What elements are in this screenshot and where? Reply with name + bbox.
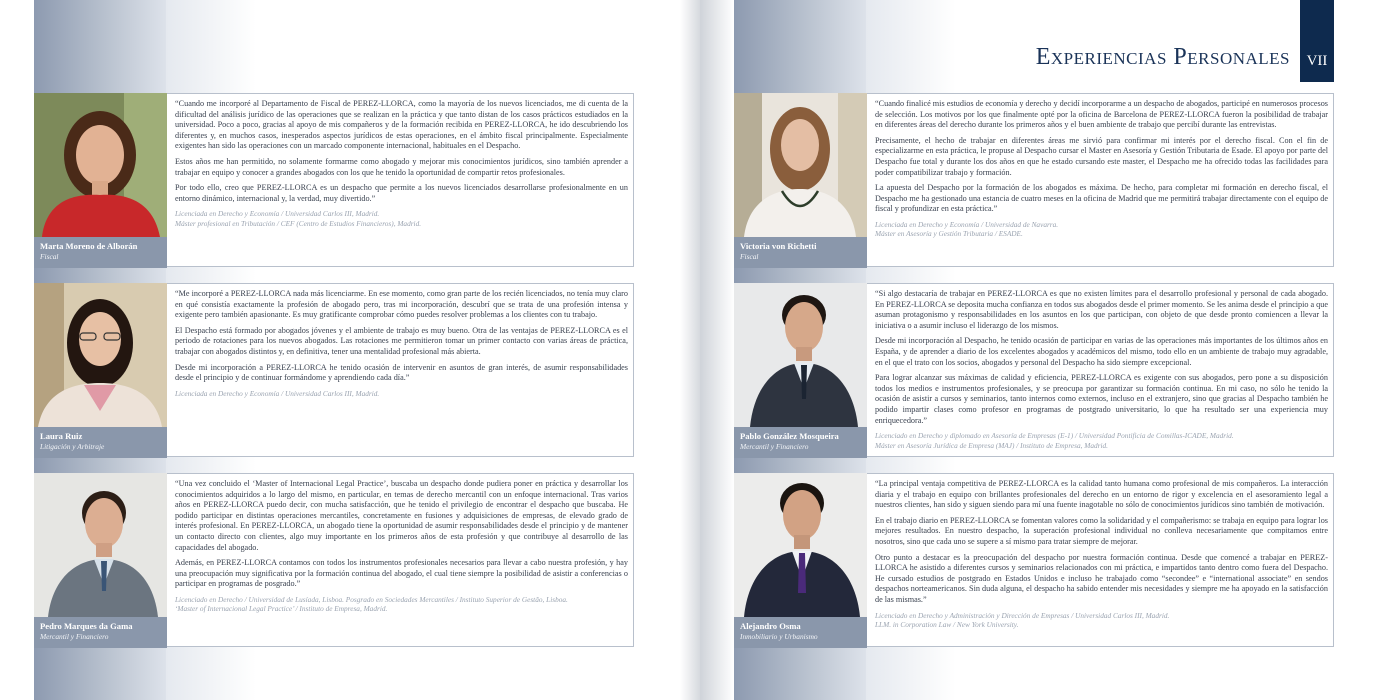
credential-line: Licenciada en Derecho y Economía / Universidad de Navarra. [875, 219, 1059, 229]
person-nameplate [34, 617, 167, 648]
testimonial-paragraph: Por todo ello, creo que PEREZ-LLORCA es un despacho que permite a los nuevos licenciados desarrollarse profesionalmente en un entorno dinámico, internacional y, la verdad, muy divertido.” [175, 183, 628, 203]
person-name: Pablo González Mosqueira [740, 431, 839, 441]
portrait-photo [734, 473, 867, 617]
credential-line: Máster profesional en Tributación / CEF (Centro de Estudios Financieros), Madrid. [175, 218, 422, 228]
testimonial-paragraph: Además, en PEREZ-LLORCA contamos con todos los instrumentos profesionales necesarios para llevar a cabo nuestra profesión, y hay una preocupación muy significativa por la formación continua del abogado, el cual tiene siempre la posibilidad de asistir a conferencias o participar en programas de posgrado.” [175, 558, 628, 589]
portrait-alejandro-illustration [734, 473, 867, 617]
credential-line: ‘Master of Internacional Legal Practice’ / Instituto de Empresa, Madrid. [175, 604, 388, 614]
person-name: Pedro Marques da Gama [40, 621, 133, 631]
portrait-photo [734, 93, 867, 237]
person-name: Victoria von Richetti [740, 241, 817, 251]
portrait-pablo-illustration [734, 283, 867, 427]
page-gutter-shadow [680, 0, 700, 700]
credentials [875, 431, 1328, 450]
credentials [875, 220, 1328, 239]
testimonial-paragraph: “Si algo destacaría de trabajar en PEREZ-LLORCA es que no existen límites para el desarrollo profesional y personal de cada abogado. En PEREZ-LLORCA se deposita mucha confianza en todos sus abogados desde el primer momento. Se les anima desde el principio a que asuman protagonismo y responsabilidades en los asuntos en los que participan, con objeto de que desde pronto comiencen a llevar la iniciativa o a asumir incluso el liderazgo de los mismos. [875, 289, 1328, 330]
testimonial-paragraph: Precisamente, el hecho de trabajar en diferentes áreas me sirvió para confirmar mi interés por el derecho fiscal. Con el fin de especializarme en esta práctica, le propuse al Despacho cursar el Master en Asesoría y Gestión Tributaria de Esade. El apoyo por parte del Despacho fue total y durante los dos años en que he estado cursando este master, el Despacho me ha ofrecido todas las facilidades para poder compatibilizar trabajo y formación. [875, 135, 1328, 177]
section-title: Experiencias Personales [1035, 44, 1290, 70]
testimonial-paragraph: “Me incorporé a PEREZ-LLORCA nada más licenciarme. En ese momento, como gran parte de los recién licenciados, no tenía muy claro en qué consistía exactamente la profesión de abogado pero, tras mi incorporación, descubrí que se trata de una profesión intensa y exigente pero también apasionante. Es muy gratificante comprobar cómo puedes resolver problemas a los clientes con tu trabajo. [175, 289, 628, 320]
testimonial-paragraph: “La principal ventaja competitiva de PEREZ-LLORCA es la calidad tanto humana como profesional de mis compañeros. La interacción diaria y el trabajo en equipo con brillantes profesionales del derecho en un entorno de rigor y excelencia en el asesoramiento legal a nuestros clientes, han sido y siguen siendo para mí una fuente inagotable no sólo de conocimientos jurídicos sino también de motivación. [875, 479, 1328, 510]
testimonial-paragraph: “Cuando me incorporé al Departamento de Fiscal de PEREZ-LLORCA, como la mayoría de los nuevos licenciados, me di cuenta de la dificultad del análisis jurídico de las operaciones que se realizan en la práctica y que tanto distan de los casos prácticos estudiados en la universidad. Poco a poco, gracias al apoyo de mis compañeros y de la formación recibida en PEREZ-LLORCA, he ido descubriendo los diferentes y, en muchos casos, inesperados aspectos jurídicos de estas operaciones, en el ámbito fiscal principalmente. Especialmente exigentes han sido las operaciones con un marcado componente internacional, habituales en el Despacho. [175, 99, 628, 151]
chapter-number-badge [1300, 0, 1334, 82]
credential-line: Licenciada en Derecho y Economía / Universidad Carlos III, Madrid. [175, 209, 380, 219]
testimonial-paragraph: La apuesta del Despacho por la formación de los abogados es máxima. De hecho, para completar mi formación en derecho fiscal, el Despacho me ha gestionado una estancia de cuatro meses en la oficina de Madrid que me permitirá trabajar directamente con el equipo de fiscal y profundizar en esta práctica.” [875, 183, 1328, 214]
credential-line: Licenciado en Derecho y Administración y Dirección de Empresas / Universidad Carlos III, Madrid. [875, 610, 1170, 620]
testimonial-card-laura [34, 283, 634, 457]
credentials [875, 611, 1328, 630]
person-nameplate [734, 427, 867, 458]
portrait-photo [734, 283, 867, 427]
credential-line: Licenciada en Derecho y Economía / Universidad Carlos III, Madrid. [175, 388, 380, 398]
testimonial-paragraph: En el trabajo diario en PEREZ-LLORCA se fomentan valores como la solidaridad y el compañerismo: se trabaja en equipo para lograr los mejores resultados. En nuestro despacho, la superación profesional individual no conlleva necesariamente que compitamos entre nosotros, sino que cada uno se supere a sí mismo para tratar siempre de mejorar. [875, 515, 1328, 546]
testimonial-text [875, 289, 1328, 450]
portrait-victoria-illustration [734, 93, 867, 237]
right-page [700, 0, 1400, 700]
testimonial-card-pablo [734, 283, 1334, 457]
testimonial-text [875, 479, 1328, 629]
portrait-photo [34, 473, 167, 617]
person-role: Fiscal [40, 252, 59, 261]
testimonial-card-pedro [34, 473, 634, 647]
testimonial-card-alejandro [734, 473, 1334, 647]
portrait-laura-illustration [34, 283, 167, 427]
person-role: Fiscal [740, 252, 759, 261]
testimonial-paragraph: “Cuando finalicé mis estudios de economía y derecho y decidí incorporarme a un despacho de abogados, participé en numerosos procesos de selección. Los motivos por los que finalmente opté por la oficina de Barcelona de PEREZ-LLORCA fueron la posibilidad de trabajar en diferentes áreas del derecho durante los primeros años y el buen ambiente de trabajo que percibí durante las entrevistas. [875, 99, 1328, 130]
person-name: Alejandro Osma [740, 621, 801, 631]
portrait-marta-illustration [34, 93, 167, 237]
testimonial-card-marta [34, 93, 634, 267]
person-nameplate [734, 237, 867, 268]
testimonial-card-victoria [734, 93, 1334, 267]
person-nameplate [734, 617, 867, 648]
testimonial-paragraph: El Despacho está formado por abogados jóvenes y el ambiente de trabajo es muy bueno. Otra de las ventajas de PEREZ-LLORCA es el periodo de rotaciones para los nuevos abogados. Las rotaciones me permitieron tomar un primer contacto con varias áreas de práctica, trabajar con abogados distintos y, en definitiva, tener una mentalidad profesional más abierta. [175, 325, 628, 356]
testimonial-text [875, 99, 1328, 239]
portrait-pedro-illustration [34, 473, 167, 617]
person-name: Laura Ruiz [40, 431, 83, 441]
credential-line: Máster en Asesoría y Gestión Tributaria / ESADE. [875, 229, 1023, 239]
portrait-photo [34, 283, 167, 427]
person-nameplate [34, 427, 167, 458]
person-role: Mercantil y Financiero [740, 442, 809, 451]
testimonial-text [175, 289, 628, 398]
testimonial-paragraph: Desde mi incorporación al Despacho, he tenido ocasión de participar en varias de las operaciones más importantes de los últimos años en España, y de aprender a diario de los excelentes abogados y académicos del mismo, todo ello en un ambiente de trabajo muy agradable, en el que el trato con los socios, abogados y personal del Despacho ha sido siempre excepcional. [875, 336, 1328, 367]
testimonial-paragraph: Desde mi incorporación a PEREZ-LLORCA he tenido ocasión de intervenir en asuntos de gran interés, de asumir responsabilidades desde el principio y de continuar formándome y aprendiendo cada día.” [175, 362, 628, 383]
person-role: Inmobiliario y Urbanismo [740, 632, 818, 641]
credential-line: Licenciado en Derecho / Universidad de Lusíada, Lisboa. Posgrado en Sociedades Mercantiles / Instituto Superior de Gestão, Lisboa. [175, 594, 568, 604]
person-nameplate [34, 237, 167, 268]
testimonial-text [175, 479, 628, 614]
page-gutter-shadow [700, 0, 734, 700]
portrait-photo [34, 93, 167, 237]
testimonial-paragraph: “Una vez concluido el ‘Master of Internacional Legal Practice’, buscaba un despacho donde pudiera poner en práctica y desarrollar los conocimientos adquiridos a lo largo del mismo, en particular, en temas de derecho mercantil con un enfoque internacional. Tras varios años en PEREZ-LLORCA puedo decir, con mucha satisfacción, que he tenido el privilegio de encontrar el despacho que buscaba. He podido participar en distintas operaciones mercantiles, concretamente en fusiones y adquisiciones de empresas, de elevado grado de interés profesional. En PEREZ-LLORCA, un abogado tiene la oportunidad de asumir responsabilidades desde el principio y de mantener un contacto directo con clientes, algo muy importante en los primeros años de esta profesión y que contribuye al desarrollo de las capacidades del abogado. [175, 479, 628, 552]
testimonial-paragraph: Estos años me han permitido, no solamente formarme como abogado y mejorar mis conocimientos jurídicos, sino también aprender a trabajar en equipo y conocer a grandes abogados con los que he tenido la oportunidad de compartir retos profesionales. [175, 156, 628, 177]
testimonial-paragraph: Otro punto a destacar es la preocupación del despacho por nuestra formación continua. Desde que comencé a trabajar en PEREZ-LLORCA he asistido a diferentes cursos y seminarios relacionados con mi práctica, e impartidos tanto dentro como fuera del Despacho. He cursado estudios de postgrado en Estados Unidos e incluso he trabajado como “secondee” e “international associate” en sendos despachos norteamericanos. Sin duda alguna, el despacho ha sabido entender mis necesidades y siempre me ha apoyado en la satisfacción de las mismas.” [875, 552, 1328, 604]
credentials [175, 209, 628, 228]
person-role: Litigación y Arbitraje [40, 442, 105, 451]
chapter-number: VII [1306, 53, 1328, 69]
person-name: Marta Moreno de Alborán [40, 241, 138, 251]
credentials [175, 595, 628, 614]
person-role: Mercantil y Financiero [40, 632, 109, 641]
testimonial-text [175, 99, 628, 228]
credential-line: Máster en Asesoría Jurídica de Empresa (MAJ) / Instituto de Empresa, Madrid. [875, 440, 1108, 450]
credentials [175, 389, 628, 398]
credential-line: LLM. in Corporation Law / New York University. [875, 619, 1019, 629]
credential-line: Licenciado en Derecho y diplomado en Asesoría de Empresas (E-1) / Universidad Pontificia de Comillas-ICADE, Madrid. [875, 431, 1234, 441]
testimonial-paragraph: Para lograr alcanzar sus máximas de calidad y eficiencia, PEREZ-LLORCA es exigente con sus abogados, pero pone a su disposición todos los medios e instrumentos profesionales, y se preocupa por garantizar su formación continua. En mi caso, no sólo he tenido la ocasión de asistir a cursos y seminarios, tanto internos como externos, incluso en el extranjero, sino que gracias al Despacho también he podido impartir clases como profesor en programas de postgrado universitario, lo que ha resultado ser una experiencia muy enriquecedora.” [875, 373, 1328, 425]
